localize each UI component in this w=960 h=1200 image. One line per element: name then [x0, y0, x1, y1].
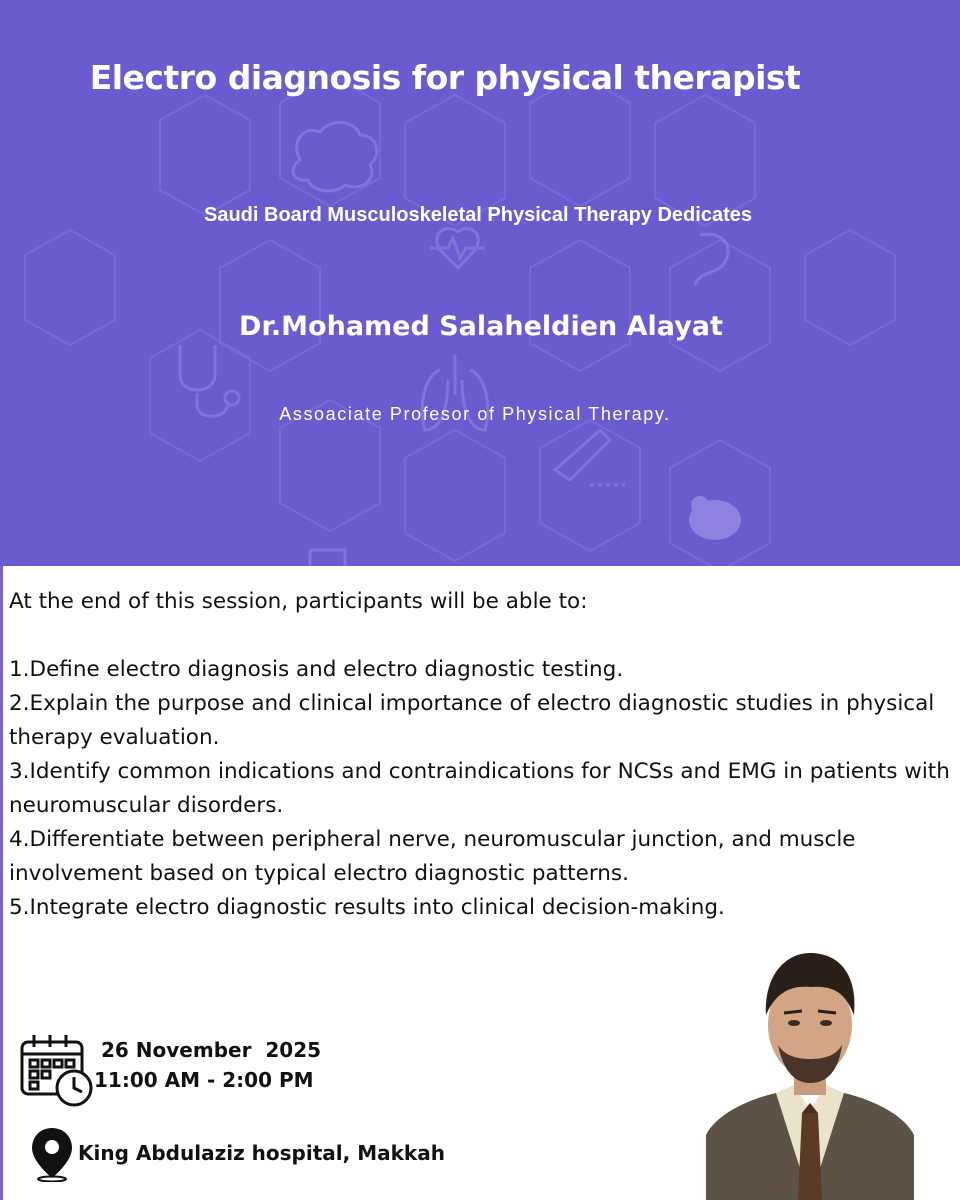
date-time-block — [18, 1028, 378, 1110]
location-block — [30, 1126, 480, 1186]
speaker-photo — [706, 935, 914, 1200]
event-title: Electro diagnosis for physical therapist — [89, 58, 801, 97]
organizer-subtitle: Saudi Board Musculoskeletal Physical Therapy Dedicates — [204, 204, 752, 226]
objective-item-4: 4.Differentiate between peripheral nerve, neuromuscular junction, and muscle involvement based on typical electro diagnostic patterns. — [9, 827, 856, 886]
speaker-role: Assoaciate Profesor of Physical Therapy. — [279, 404, 671, 424]
objectives-intro: At the end of this session, participants will be able to: — [9, 589, 588, 614]
speaker-name: Dr.Mohamed Salaheldien Alayat — [239, 311, 723, 342]
objective-item-1: 1.Define electro diagnosis and electro diagnostic testing. — [9, 657, 624, 682]
calendar-clock-icon — [18, 1032, 98, 1108]
header-banner — [0, 0, 960, 566]
map-pin-icon — [30, 1126, 74, 1182]
objective-item-3: 3.Identify common indications and contraindications for NCSs and EMG in patients with neuromuscular disorders. — [9, 759, 950, 818]
objective-item-5: 5.Integrate electro diagnostic results into clinical decision-making. — [9, 895, 725, 920]
event-time: 11:00 AM - 2:00 PM — [94, 1068, 314, 1092]
event-location: King Abdulaziz hospital, Makkah — [78, 1141, 445, 1165]
left-accent-line — [0, 566, 3, 1200]
learning-objectives — [9, 585, 954, 925]
event-date: 26 November 2025 — [101, 1038, 322, 1062]
objective-item-2: 2.Explain the purpose and clinical importance of electro diagnostic studies in physical therapy evaluation. — [9, 691, 935, 750]
